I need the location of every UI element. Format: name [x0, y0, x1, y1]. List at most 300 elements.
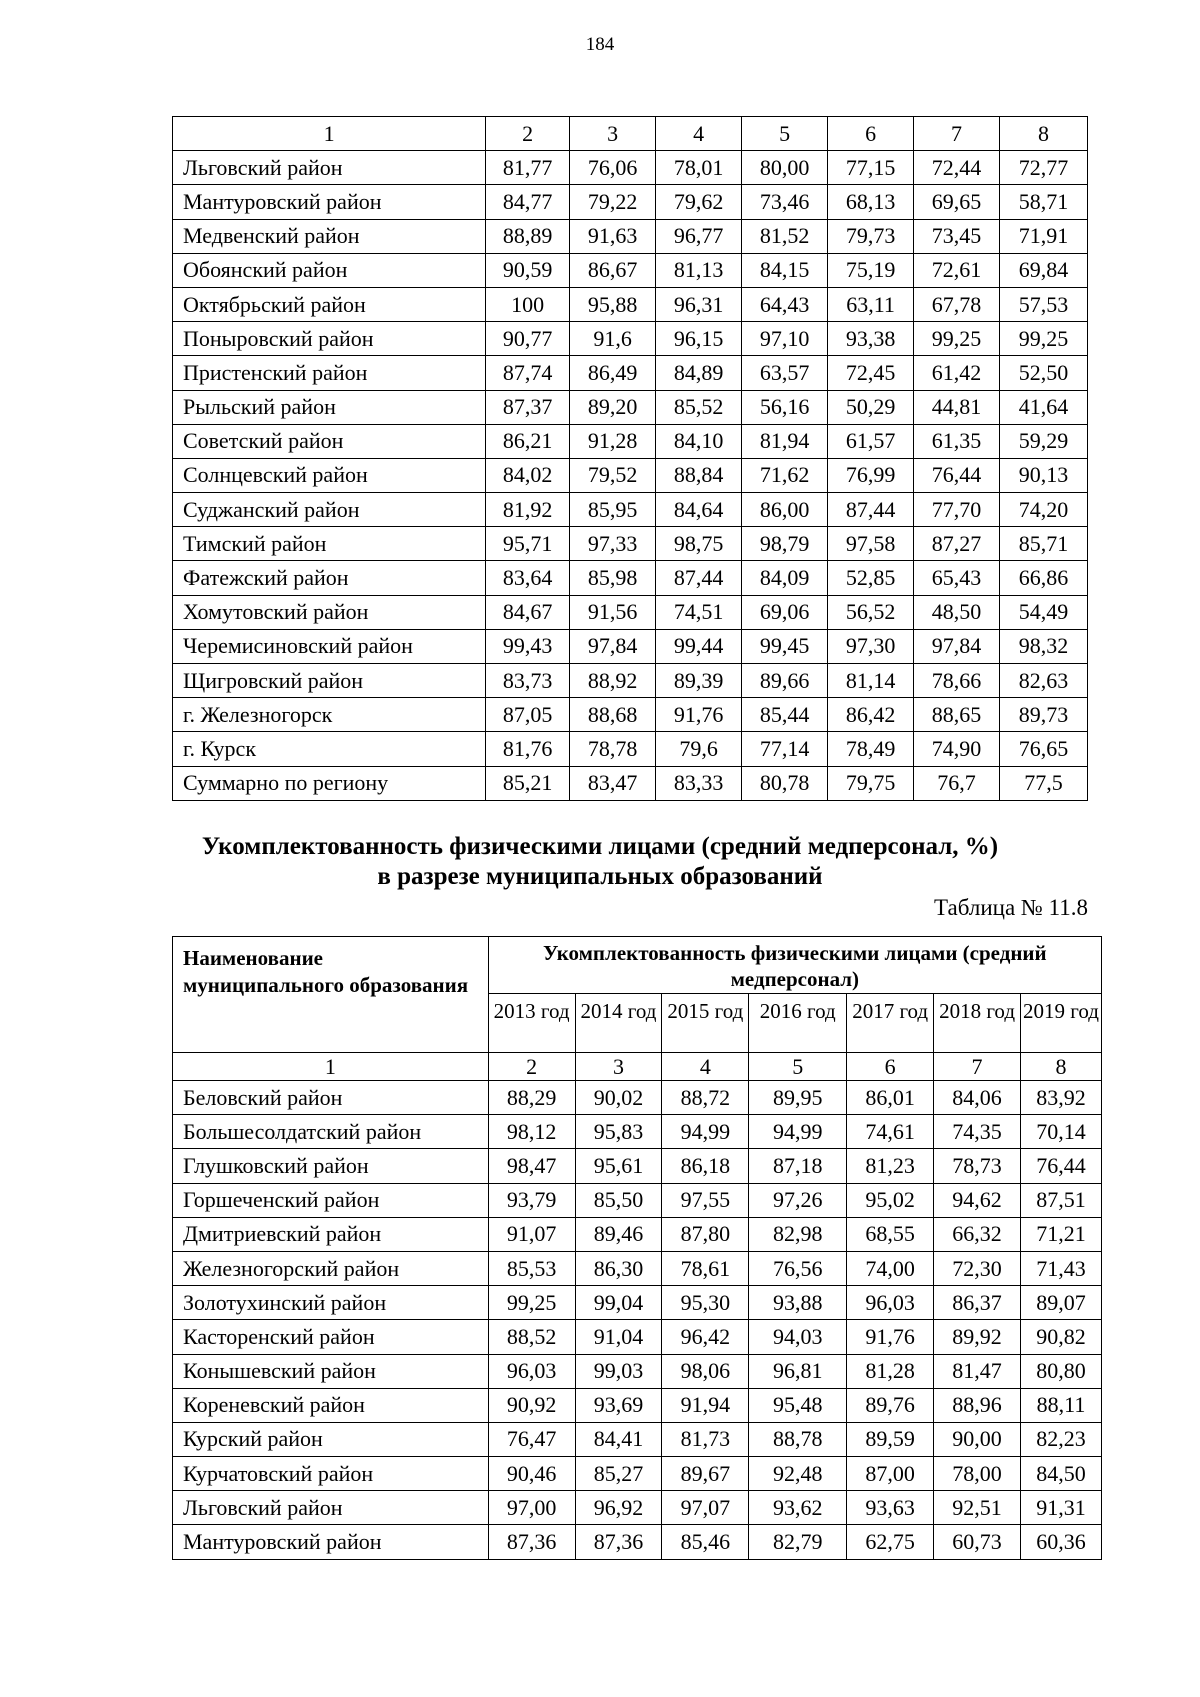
value-cell: 63,11 — [828, 287, 914, 321]
value-cell: 84,67 — [486, 595, 570, 629]
value-cell: 76,44 — [914, 458, 1000, 492]
value-cell: 64,43 — [742, 287, 828, 321]
value-cell: 87,44 — [828, 493, 914, 527]
value-cell: 67,78 — [914, 287, 1000, 321]
table-row — [173, 185, 1088, 219]
value-cell: 86,21 — [486, 424, 570, 458]
value-cell: 87,05 — [486, 698, 570, 732]
value-cell: 71,21 — [1020, 1217, 1101, 1251]
table-row — [173, 664, 1088, 698]
table-row — [173, 1286, 1102, 1320]
value-cell: 91,31 — [1020, 1491, 1101, 1525]
value-cell: 79,75 — [828, 766, 914, 800]
value-cell: 94,99 — [662, 1115, 749, 1149]
value-cell: 81,77 — [486, 151, 570, 185]
column-number: 1 — [173, 117, 486, 151]
value-cell: 89,73 — [1000, 698, 1088, 732]
municipality-name: Большесолдатский район — [173, 1115, 489, 1149]
value-cell: 74,00 — [847, 1251, 934, 1285]
value-cell: 76,44 — [1020, 1149, 1101, 1183]
column-number: 1 — [173, 1053, 489, 1081]
table-row — [173, 219, 1088, 253]
value-cell: 52,85 — [828, 561, 914, 595]
value-cell: 85,53 — [488, 1251, 575, 1285]
value-cell: 72,30 — [934, 1251, 1021, 1285]
value-cell: 84,06 — [934, 1081, 1021, 1115]
value-cell: 86,42 — [828, 698, 914, 732]
value-cell: 89,39 — [656, 664, 742, 698]
column-number: 3 — [575, 1053, 662, 1081]
year-header: 2013 год — [488, 994, 575, 1053]
value-cell: 94,62 — [934, 1183, 1021, 1217]
column-number: 7 — [914, 117, 1000, 151]
value-cell: 52,50 — [1000, 356, 1088, 390]
value-cell: 89,46 — [575, 1217, 662, 1251]
column-numbers-row — [173, 117, 1088, 151]
value-cell: 96,92 — [575, 1491, 662, 1525]
value-cell: 50,29 — [828, 390, 914, 424]
value-cell: 84,89 — [656, 356, 742, 390]
value-cell: 99,03 — [575, 1354, 662, 1388]
value-cell: 88,11 — [1020, 1388, 1101, 1422]
table-row — [173, 595, 1088, 629]
value-cell: 68,55 — [847, 1217, 934, 1251]
value-cell: 82,63 — [1000, 664, 1088, 698]
value-cell: 91,76 — [847, 1320, 934, 1354]
value-cell: 58,71 — [1000, 185, 1088, 219]
value-cell: 85,52 — [656, 390, 742, 424]
municipality-name: Льговский район — [173, 151, 486, 185]
value-cell: 86,49 — [570, 356, 656, 390]
value-cell: 76,7 — [914, 766, 1000, 800]
value-cell: 85,21 — [486, 766, 570, 800]
value-cell: 78,49 — [828, 732, 914, 766]
value-cell: 98,75 — [656, 527, 742, 561]
table-row — [173, 287, 1088, 321]
value-cell: 90,92 — [488, 1388, 575, 1422]
value-cell: 87,80 — [662, 1217, 749, 1251]
value-cell: 97,07 — [662, 1491, 749, 1525]
value-cell: 76,06 — [570, 151, 656, 185]
table-row — [173, 698, 1088, 732]
value-cell: 88,68 — [570, 698, 656, 732]
municipality-name: Суджанский район — [173, 493, 486, 527]
table-row — [173, 1354, 1102, 1388]
value-cell: 98,32 — [1000, 629, 1088, 663]
value-cell: 87,44 — [656, 561, 742, 595]
value-cell: 85,27 — [575, 1457, 662, 1491]
value-cell: 92,51 — [934, 1491, 1021, 1525]
column-number: 5 — [749, 1053, 847, 1081]
value-cell: 95,02 — [847, 1183, 934, 1217]
value-cell: 78,78 — [570, 732, 656, 766]
value-cell: 89,07 — [1020, 1286, 1101, 1320]
value-cell: 71,91 — [1000, 219, 1088, 253]
value-cell: 82,79 — [749, 1525, 847, 1559]
value-cell: 90,82 — [1020, 1320, 1101, 1354]
table-row — [173, 1251, 1102, 1285]
value-cell: 66,32 — [934, 1217, 1021, 1251]
municipality-name: Горшеченский район — [173, 1183, 489, 1217]
value-cell: 81,92 — [486, 493, 570, 527]
value-cell: 95,48 — [749, 1388, 847, 1422]
column-number: 6 — [828, 117, 914, 151]
municipality-name: Железногорский район — [173, 1251, 489, 1285]
value-cell: 98,79 — [742, 527, 828, 561]
value-cell: 88,84 — [656, 458, 742, 492]
value-cell: 81,14 — [828, 664, 914, 698]
value-cell: 74,35 — [934, 1115, 1021, 1149]
value-cell: 98,47 — [488, 1149, 575, 1183]
value-cell: 85,50 — [575, 1183, 662, 1217]
table-row — [173, 1115, 1102, 1149]
value-cell: 81,94 — [742, 424, 828, 458]
value-cell: 78,66 — [914, 664, 1000, 698]
value-cell: 81,28 — [847, 1354, 934, 1388]
value-cell: 87,36 — [575, 1525, 662, 1559]
value-cell: 84,41 — [575, 1422, 662, 1456]
column-number: 4 — [656, 117, 742, 151]
value-cell: 80,80 — [1020, 1354, 1101, 1388]
value-cell: 84,02 — [486, 458, 570, 492]
value-cell: 89,20 — [570, 390, 656, 424]
value-cell: 82,98 — [749, 1217, 847, 1251]
value-cell: 81,76 — [486, 732, 570, 766]
value-cell: 99,25 — [914, 322, 1000, 356]
value-cell: 69,06 — [742, 595, 828, 629]
column-numbers-row — [173, 1053, 1102, 1081]
section-title-line2: в разрезе муниципальных образований — [377, 863, 823, 890]
value-cell: 75,19 — [828, 253, 914, 287]
municipality-name: Хомутовский район — [173, 595, 486, 629]
table-row — [173, 1217, 1102, 1251]
value-cell: 99,04 — [575, 1286, 662, 1320]
value-cell: 88,72 — [662, 1081, 749, 1115]
table-row — [173, 1525, 1102, 1559]
value-cell: 88,96 — [934, 1388, 1021, 1422]
value-cell: 98,06 — [662, 1354, 749, 1388]
year-header: 2017 год — [847, 994, 934, 1053]
table-row — [173, 527, 1088, 561]
value-cell: 78,01 — [656, 151, 742, 185]
value-cell: 89,66 — [742, 664, 828, 698]
section-title-line1: Укомплектованность физическими лицами (средний медперсонал, %) — [201, 833, 999, 860]
table-row — [173, 1491, 1102, 1525]
value-cell: 100 — [486, 287, 570, 321]
value-cell: 70,14 — [1020, 1115, 1101, 1149]
value-cell: 93,79 — [488, 1183, 575, 1217]
page-number: 184 — [585, 34, 615, 55]
municipality-name: Пристенский район — [173, 356, 486, 390]
value-cell: 76,99 — [828, 458, 914, 492]
value-cell: 69,65 — [914, 185, 1000, 219]
municipality-name: Медвенский район — [173, 219, 486, 253]
value-cell: 96,81 — [749, 1354, 847, 1388]
staffing-table-body — [173, 1081, 1102, 1560]
year-header: 2016 год — [749, 994, 847, 1053]
municipality-name: Золотухинский район — [173, 1286, 489, 1320]
value-cell: 81,47 — [934, 1354, 1021, 1388]
value-cell: 63,57 — [742, 356, 828, 390]
value-cell: 78,61 — [662, 1251, 749, 1285]
municipality-name: Октябрьский район — [173, 287, 486, 321]
value-cell: 88,92 — [570, 664, 656, 698]
municipality-name: Щигровский район — [173, 664, 486, 698]
municipality-name: г. Курск — [173, 732, 486, 766]
value-cell: 97,58 — [828, 527, 914, 561]
municipality-name: Фатежский район — [173, 561, 486, 595]
table-row — [173, 151, 1088, 185]
value-cell: 97,26 — [749, 1183, 847, 1217]
value-cell: 87,37 — [486, 390, 570, 424]
column-number: 4 — [662, 1053, 749, 1081]
table-row — [173, 1149, 1102, 1183]
value-cell: 95,30 — [662, 1286, 749, 1320]
value-cell: 74,61 — [847, 1115, 934, 1149]
value-cell: 97,30 — [828, 629, 914, 663]
value-cell: 88,78 — [749, 1422, 847, 1456]
value-cell: 85,95 — [570, 493, 656, 527]
column-number: 2 — [486, 117, 570, 151]
municipality-name: Черемисиновский район — [173, 629, 486, 663]
value-cell: 83,47 — [570, 766, 656, 800]
municipality-name: Мантуровский район — [173, 1525, 489, 1559]
value-cell: 83,64 — [486, 561, 570, 595]
value-cell: 76,65 — [1000, 732, 1088, 766]
value-cell: 79,62 — [656, 185, 742, 219]
value-cell: 69,84 — [1000, 253, 1088, 287]
value-cell: 90,59 — [486, 253, 570, 287]
value-cell: 84,50 — [1020, 1457, 1101, 1491]
municipality-name: Тимский район — [173, 527, 486, 561]
table-row — [173, 1422, 1102, 1456]
municipality-name: Глушковский район — [173, 1149, 489, 1183]
value-cell: 99,25 — [1000, 322, 1088, 356]
value-cell: 61,42 — [914, 356, 1000, 390]
value-cell: 87,74 — [486, 356, 570, 390]
value-cell: 89,67 — [662, 1457, 749, 1491]
value-cell: 97,84 — [914, 629, 1000, 663]
value-cell: 81,73 — [662, 1422, 749, 1456]
value-cell: 97,00 — [488, 1491, 575, 1525]
value-cell: 99,44 — [656, 629, 742, 663]
value-cell: 96,42 — [662, 1320, 749, 1354]
value-cell: 71,43 — [1020, 1251, 1101, 1285]
value-cell: 79,52 — [570, 458, 656, 492]
value-cell: 93,63 — [847, 1491, 934, 1525]
year-header: 2019 год — [1020, 994, 1101, 1053]
value-cell: 59,29 — [1000, 424, 1088, 458]
value-cell: 86,00 — [742, 493, 828, 527]
year-header: 2014 год — [575, 994, 662, 1053]
value-cell: 60,73 — [934, 1525, 1021, 1559]
value-cell: 90,00 — [934, 1422, 1021, 1456]
value-cell: 85,71 — [1000, 527, 1088, 561]
value-cell: 60,36 — [1020, 1525, 1101, 1559]
value-cell: 87,36 — [488, 1525, 575, 1559]
table-row — [173, 732, 1088, 766]
value-cell: 88,65 — [914, 698, 1000, 732]
value-cell: 94,99 — [749, 1115, 847, 1149]
value-cell: 97,10 — [742, 322, 828, 356]
value-cell: 78,73 — [934, 1149, 1021, 1183]
value-cell: 91,76 — [656, 698, 742, 732]
value-cell: 89,59 — [847, 1422, 934, 1456]
column-number: 5 — [742, 117, 828, 151]
value-cell: 83,73 — [486, 664, 570, 698]
value-cell: 96,31 — [656, 287, 742, 321]
value-cell: 81,13 — [656, 253, 742, 287]
value-cell: 77,5 — [1000, 766, 1088, 800]
municipality-name: Рыльский район — [173, 390, 486, 424]
value-cell: 89,92 — [934, 1320, 1021, 1354]
value-cell: 61,35 — [914, 424, 1000, 458]
table-row — [173, 1183, 1102, 1217]
table-row — [173, 390, 1088, 424]
value-cell: 94,03 — [749, 1320, 847, 1354]
value-cell: 99,25 — [488, 1286, 575, 1320]
value-cell: 86,67 — [570, 253, 656, 287]
value-cell: 96,77 — [656, 219, 742, 253]
value-cell: 74,20 — [1000, 493, 1088, 527]
value-cell: 85,98 — [570, 561, 656, 595]
municipality-name: Беловский район — [173, 1081, 489, 1115]
value-cell: 90,46 — [488, 1457, 575, 1491]
header-staffing-group: Укомплектованность физическими лицами (средний медперсонал) — [488, 937, 1101, 994]
column-number: 3 — [570, 117, 656, 151]
table-row — [173, 629, 1088, 663]
value-cell: 95,83 — [575, 1115, 662, 1149]
value-cell: 97,55 — [662, 1183, 749, 1217]
header-municipality: Наименование муниципального образования — [173, 937, 489, 1053]
value-cell: 99,45 — [742, 629, 828, 663]
value-cell: 81,52 — [742, 219, 828, 253]
value-cell: 54,49 — [1000, 595, 1088, 629]
municipality-name: Касторенский район — [173, 1320, 489, 1354]
value-cell: 92,48 — [749, 1457, 847, 1491]
value-cell: 98,12 — [488, 1115, 575, 1149]
value-cell: 83,33 — [656, 766, 742, 800]
value-cell: 85,44 — [742, 698, 828, 732]
value-cell: 76,47 — [488, 1422, 575, 1456]
value-cell: 72,44 — [914, 151, 1000, 185]
value-cell: 83,92 — [1020, 1081, 1101, 1115]
municipality-name: Курчатовский район — [173, 1457, 489, 1491]
value-cell: 80,78 — [742, 766, 828, 800]
value-cell: 93,88 — [749, 1286, 847, 1320]
value-cell: 79,73 — [828, 219, 914, 253]
table-continuation — [172, 116, 1088, 801]
year-header: 2015 год — [662, 994, 749, 1053]
value-cell: 74,51 — [656, 595, 742, 629]
value-cell: 87,51 — [1020, 1183, 1101, 1217]
value-cell: 93,38 — [828, 322, 914, 356]
municipality-name: Советский район — [173, 424, 486, 458]
table-row — [173, 1457, 1102, 1491]
column-number: 2 — [488, 1053, 575, 1081]
municipality-name: Дмитриевский район — [173, 1217, 489, 1251]
value-cell: 90,77 — [486, 322, 570, 356]
municipality-name: Льговский район — [173, 1491, 489, 1525]
table-row — [173, 1320, 1102, 1354]
value-cell: 87,00 — [847, 1457, 934, 1491]
column-number: 7 — [934, 1053, 1021, 1081]
value-cell: 56,16 — [742, 390, 828, 424]
value-cell: 96,03 — [847, 1286, 934, 1320]
value-cell: 89,76 — [847, 1388, 934, 1422]
value-cell: 95,88 — [570, 287, 656, 321]
municipality-name: Кореневский район — [173, 1388, 489, 1422]
municipality-name: Обоянский район — [173, 253, 486, 287]
value-cell: 93,62 — [749, 1491, 847, 1525]
value-cell: 65,43 — [914, 561, 1000, 595]
municipality-name: Поныровский район — [173, 322, 486, 356]
value-cell: 77,15 — [828, 151, 914, 185]
value-cell: 93,69 — [575, 1388, 662, 1422]
municipality-name: Конышевский район — [173, 1354, 489, 1388]
table-row — [173, 356, 1088, 390]
value-cell: 68,13 — [828, 185, 914, 219]
municipality-name: Мантуровский район — [173, 185, 486, 219]
municipality-name: Курский район — [173, 1422, 489, 1456]
value-cell: 88,89 — [486, 219, 570, 253]
table-row — [173, 322, 1088, 356]
table-row — [173, 424, 1088, 458]
value-cell: 73,46 — [742, 185, 828, 219]
value-cell: 57,53 — [1000, 287, 1088, 321]
staffing-table — [172, 936, 1102, 1560]
value-cell: 73,45 — [914, 219, 1000, 253]
table-row — [173, 1388, 1102, 1422]
value-cell: 71,62 — [742, 458, 828, 492]
value-cell: 62,75 — [847, 1525, 934, 1559]
table-continuation-body — [173, 117, 1088, 801]
value-cell: 90,02 — [575, 1081, 662, 1115]
value-cell: 88,29 — [488, 1081, 575, 1115]
table-row — [173, 561, 1088, 595]
value-cell: 66,86 — [1000, 561, 1088, 595]
value-cell: 99,43 — [486, 629, 570, 663]
value-cell: 88,52 — [488, 1320, 575, 1354]
table-row — [173, 458, 1088, 492]
value-cell: 97,33 — [570, 527, 656, 561]
value-cell: 97,84 — [570, 629, 656, 663]
value-cell: 79,22 — [570, 185, 656, 219]
value-cell: 87,18 — [749, 1149, 847, 1183]
value-cell: 91,07 — [488, 1217, 575, 1251]
value-cell: 78,00 — [934, 1457, 1021, 1491]
value-cell: 86,30 — [575, 1251, 662, 1285]
value-cell: 85,46 — [662, 1525, 749, 1559]
table-row — [173, 253, 1088, 287]
table-row — [173, 493, 1088, 527]
value-cell: 82,23 — [1020, 1422, 1101, 1456]
value-cell: 86,37 — [934, 1286, 1021, 1320]
value-cell: 81,23 — [847, 1149, 934, 1183]
value-cell: 41,64 — [1000, 390, 1088, 424]
value-cell: 44,81 — [914, 390, 1000, 424]
value-cell: 96,03 — [488, 1354, 575, 1388]
municipality-name: Суммарно по региону — [173, 766, 486, 800]
value-cell: 86,01 — [847, 1081, 934, 1115]
value-cell: 74,90 — [914, 732, 1000, 766]
column-number: 8 — [1020, 1053, 1101, 1081]
table-label: Таблица № 11.8 — [934, 895, 1088, 920]
value-cell: 48,50 — [914, 595, 1000, 629]
value-cell: 72,61 — [914, 253, 1000, 287]
value-cell: 80,00 — [742, 151, 828, 185]
value-cell: 56,52 — [828, 595, 914, 629]
